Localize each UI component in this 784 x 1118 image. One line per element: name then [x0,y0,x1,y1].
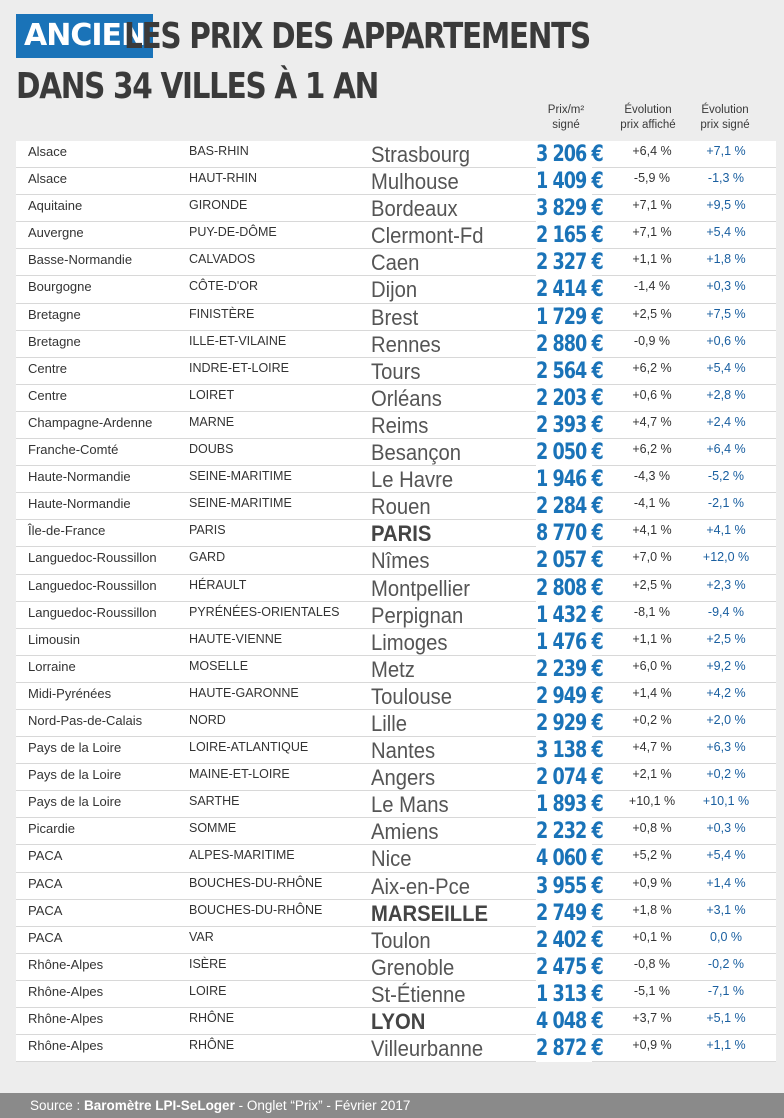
city-cell: Orléans [371,385,442,411]
department-cell: LOIRE [189,983,227,998]
evolution-affiche-cell: +6,4 % [632,144,672,158]
table-row [16,900,776,927]
price-cell: 2 564 € [536,358,603,384]
price-cell: 1 476 € [536,629,603,655]
city-cell: Strasbourg [371,142,471,167]
city-cell: Villeurbanne [371,1036,484,1062]
column-header-evo-signe [680,103,770,133]
price-cell: 1 893 € [536,792,603,818]
region-cell: Rhône-Alpes [28,983,104,999]
region-cell: Midi-Pyrénées [28,685,112,701]
department-cell: SEINE-MARITIME [189,496,292,511]
evolution-signe-cell: +5,1 % [706,1011,746,1025]
evolution-signe-cell: +4,1 % [706,523,746,538]
column-header-evo-affiche-line2: prix affiché [620,119,676,131]
region-cell: Bourgogne [28,279,92,295]
department-cell: GIRONDE [189,198,248,213]
city-cell: PARIS [371,521,432,547]
table-row [16,412,776,439]
table-row [16,683,776,710]
evolution-signe-cell: +2,8 % [706,387,746,402]
evolution-affiche-cell: +0,8 % [632,821,672,836]
department-cell: PUY-DE-DÔME [189,225,277,240]
evolution-affiche-cell: +2,5 % [632,306,672,321]
department-cell: GARD [189,550,226,565]
department-cell: HAUTE-VIENNE [189,631,283,646]
evolution-affiche-cell: +4,1 % [632,523,672,538]
city-cell: Perpignan [371,602,464,628]
department-cell: SEINE-MARITIME [189,469,292,484]
region-cell: Rhône-Alpes [28,1011,104,1026]
evolution-signe-cell: +7,1 % [706,144,746,158]
price-cell: 2 232 € [536,819,603,845]
city-cell: Metz [371,656,415,682]
evolution-affiche-cell: +2,5 % [632,577,672,592]
price-cell: 2 414 € [536,277,603,303]
city-cell: Aix-en-Pce [371,873,470,899]
table-row [16,520,776,547]
region-cell: Haute-Normandie [28,496,131,512]
department-cell: LOIRET [189,387,235,402]
header [16,12,776,112]
department-cell: ISÈRE [189,956,227,971]
department-cell: PYRÉNÉES-ORIENTALES [189,604,340,619]
department-cell: ALPES-MARITIME [189,848,295,863]
price-cell: 2 165 € [536,223,603,249]
price-cell: 1 729 € [536,304,603,330]
table-row [16,575,776,602]
table-row [16,466,776,493]
region-cell: Basse-Normandie [28,252,133,268]
evolution-affiche-cell: -8,1 % [633,604,671,619]
city-cell: Le Havre [371,467,454,493]
city-cell: Montpellier [371,575,471,601]
evolution-signe-cell: +6,4 % [706,442,746,457]
department-cell: ILLE-ET-VILAINE [189,333,287,348]
city-cell: Le Mans [371,792,449,818]
region-cell: Languedoc-Roussillon [28,577,157,593]
evolution-signe-cell: +2,0 % [706,712,746,727]
region-cell: Bretagne [28,333,81,349]
price-cell: 2 393 € [536,412,603,438]
region-cell: Picardie [28,821,75,837]
price-cell: 3 138 € [536,738,603,764]
evolution-affiche-cell: -5,1 % [633,983,671,998]
evolution-signe-cell: +10,1 % [702,794,750,809]
evolution-affiche-cell: +4,7 % [632,740,672,755]
table-row [16,764,776,791]
table-row [16,249,776,276]
evolution-affiche-cell: +1,1 % [632,631,672,646]
table-row [16,1035,776,1062]
table-row [16,168,776,195]
region-cell: PACA [28,902,63,918]
city-cell: Angers [371,765,436,791]
table-row [16,818,776,845]
department-cell: RHÔNE [189,1038,235,1053]
department-cell: HAUT-RHIN [189,171,258,186]
evolution-signe-cell: +3,1 % [706,902,746,917]
region-cell: PACA [28,929,63,945]
evolution-affiche-cell: -0,9 % [633,333,671,348]
evolution-signe-cell: +1,1 % [706,1038,746,1053]
column-header-price-line2: signé [552,119,580,131]
evolution-affiche-cell: +1,1 % [632,252,672,267]
price-cell: 1 313 € [536,981,603,1007]
city-cell: Grenoble [371,954,455,980]
region-cell: Haute-Normandie [28,469,131,485]
evolution-signe-cell: -9,4 % [707,604,745,619]
city-cell: Nîmes [371,548,430,574]
evolution-affiche-cell: +0,2 % [632,712,672,727]
evolution-signe-cell: +5,4 % [706,360,746,375]
city-cell: Lille [371,710,408,736]
region-cell: Rhône-Alpes [28,1038,104,1054]
price-cell: 1 432 € [536,602,603,628]
evolution-signe-cell: -2,1 % [707,496,745,511]
table-row [16,331,776,358]
price-cell: 2 239 € [536,656,603,682]
table-row [16,385,776,412]
evolution-affiche-cell: +1,8 % [632,902,672,917]
price-cell: 1 946 € [536,467,603,493]
evolution-affiche-cell: +7,1 % [632,198,672,213]
evolution-affiche-cell: +5,2 % [632,848,672,863]
evolution-affiche-cell: +7,1 % [632,225,672,240]
price-cell: 8 770 € [536,521,603,547]
region-cell: Bretagne [28,306,81,322]
city-cell: Mulhouse [371,169,459,195]
table-row [16,927,776,954]
table-row [16,547,776,574]
column-header-evo-signe-line2: prix signé [700,119,750,131]
city-cell: Reims [371,412,429,438]
evolution-signe-cell: +0,3 % [706,821,746,836]
price-cell: 2 475 € [536,954,603,980]
source-prefix: Source : [30,1098,85,1113]
price-table [16,141,776,1062]
city-cell: LYON [371,1009,426,1034]
table-row [16,710,776,737]
evolution-signe-cell: +1,4 % [706,875,746,890]
department-cell: INDRE-ET-LOIRE [189,360,290,375]
source-name: Baromètre LPI-SeLoger [84,1098,235,1113]
source-text [30,1093,410,1118]
city-cell: Tours [371,358,421,384]
department-cell: RHÔNE [189,1011,235,1025]
evolution-signe-cell: +0,6 % [706,333,746,348]
region-cell: Centre [28,360,68,376]
price-cell: 3 829 € [536,196,603,222]
evolution-signe-cell: -0,2 % [707,956,745,971]
region-cell: Alsace [28,171,68,187]
city-cell: Toulon [371,927,431,953]
evolution-signe-cell: -7,1 % [707,983,745,998]
evolution-signe-cell: +7,5 % [706,306,746,321]
source-footer [0,1093,784,1118]
department-cell: SOMME [189,821,237,836]
table-row [16,141,776,168]
price-cell: 4 048 € [536,1009,603,1034]
price-cell: 2 327 € [536,250,603,276]
department-cell: NORD [189,712,226,727]
price-cell: 2 949 € [536,683,603,709]
department-cell: HAUTE-GARONNE [189,685,299,700]
region-cell: Franche-Comté [28,442,119,458]
evolution-affiche-cell: -5,9 % [633,171,671,186]
evolution-affiche-cell: +0,1 % [632,929,672,944]
evolution-signe-cell: +12,0 % [702,550,750,565]
price-cell: 3 955 € [536,873,603,899]
department-cell: BOUCHES-DU-RHÔNE [189,875,323,890]
price-cell: 3 206 € [536,142,603,167]
price-cell: 2 284 € [536,494,603,520]
city-cell: Rouen [371,494,431,520]
department-cell: SARTHE [189,794,240,809]
evolution-signe-cell: 0,0 % [710,929,742,944]
page-title-line1: LES PRIX DES APPARTEMENTS [124,16,590,57]
table-row [16,222,776,249]
evolution-signe-cell: +5,4 % [706,848,746,863]
evolution-affiche-cell: -1,4 % [633,279,671,294]
region-cell: Pays de la Loire [28,740,122,756]
city-cell: Caen [371,250,420,276]
table-row [16,276,776,303]
evolution-affiche-cell: +0,9 % [632,1038,672,1053]
price-cell: 2 808 € [536,575,603,601]
city-cell: MARSEILLE [371,900,488,926]
city-cell: Rennes [371,331,441,357]
department-cell: BOUCHES-DU-RHÔNE [189,902,323,917]
city-cell: Limoges [371,629,448,655]
evolution-signe-cell: +2,3 % [706,577,746,592]
department-cell: CÔTE-D'OR [189,279,259,294]
city-cell: Nantes [371,738,436,764]
table-row [16,737,776,764]
price-cell: 2 057 € [536,548,603,574]
region-cell: Auvergne [28,225,84,241]
price-cell: 2 402 € [536,927,603,953]
price-cell: 2 872 € [536,1036,603,1062]
price-cell: 2 880 € [536,331,603,357]
city-cell: St-Étienne [371,981,466,1007]
region-cell: Limousin [28,631,81,647]
column-header-price [521,103,611,133]
evolution-signe-cell: -1,3 % [707,171,745,186]
city-cell: Bordeaux [371,196,458,222]
table-row [16,873,776,900]
evolution-affiche-cell: -4,3 % [633,469,671,484]
source-suffix: - Onglet “Prix” - Février 2017 [234,1098,411,1113]
price-cell: 4 060 € [536,846,603,872]
evolution-affiche-cell: +7,0 % [632,550,672,565]
evolution-affiche-cell: +0,9 % [632,875,672,890]
price-cell: 2 929 € [536,710,603,736]
evolution-affiche-cell: +0,6 % [632,387,672,402]
region-cell: Champagne-Ardenne [28,414,153,430]
city-cell: Toulouse [371,683,453,709]
city-cell: Clermont-Fd [371,223,484,249]
table-row [16,629,776,656]
department-cell: VAR [189,929,214,944]
department-cell: FINISTÈRE [189,306,255,321]
region-cell: Lorraine [28,658,76,674]
department-cell: BAS-RHIN [189,144,249,158]
region-cell: Nord-Pas-de-Calais [28,712,143,728]
region-cell: Pays de la Loire [28,794,122,810]
table-row [16,1008,776,1035]
city-cell: Brest [371,304,419,330]
evolution-affiche-cell: +1,4 % [632,685,672,700]
table-row [16,791,776,818]
price-cell: 2 749 € [536,900,603,926]
evolution-affiche-cell: +3,7 % [632,1011,672,1025]
page-title-line2: DANS 34 VILLES À 1 AN [16,66,379,107]
price-cell: 1 409 € [536,169,603,195]
price-cell: 2 050 € [536,440,603,466]
department-cell: MAINE-ET-LOIRE [189,767,290,782]
price-cell: 2 074 € [536,765,603,791]
table-row [16,439,776,466]
evolution-signe-cell: +2,4 % [706,414,746,429]
evolution-affiche-cell: -4,1 % [633,496,671,511]
table-row [16,981,776,1008]
evolution-signe-cell: +0,3 % [706,279,746,294]
region-cell: Languedoc-Roussillon [28,604,157,620]
region-cell: Île-de-France [28,523,106,539]
evolution-signe-cell: +5,4 % [706,225,746,240]
evolution-signe-cell: +9,2 % [706,658,746,673]
region-cell: Centre [28,387,68,403]
table-row [16,304,776,331]
evolution-affiche-cell: +6,0 % [632,658,672,673]
table-row [16,493,776,520]
city-cell: Dijon [371,277,418,303]
department-cell: DOUBS [189,442,234,457]
column-header-evo-affiche-line1: Évolution [624,104,672,116]
evolution-affiche-cell: +2,1 % [632,767,672,782]
evolution-affiche-cell: +6,2 % [632,360,672,375]
column-header-price-line1: Prix/m² [547,104,585,116]
evolution-signe-cell: +2,5 % [706,631,746,646]
department-cell: CALVADOS [189,252,256,267]
region-cell: Rhône-Alpes [28,956,104,972]
department-cell: PARIS [189,523,226,538]
city-cell: Nice [371,846,412,872]
table-row [16,602,776,629]
evolution-signe-cell: +0,2 % [706,767,746,782]
column-header-evo-signe-line1: Évolution [701,104,749,116]
evolution-signe-cell: -5,2 % [707,469,745,484]
department-cell: MOSELLE [189,658,249,673]
department-cell: LOIRE-ATLANTIQUE [189,740,309,755]
city-cell: Amiens [371,819,439,845]
region-cell: Aquitaine [28,198,83,214]
table-row [16,195,776,222]
city-cell: Besançon [371,440,462,466]
region-cell: PACA [28,848,63,864]
evolution-signe-cell: +4,2 % [706,685,746,700]
region-cell: Languedoc-Roussillon [28,550,157,566]
evolution-affiche-cell: +4,7 % [632,414,672,429]
evolution-signe-cell: +1,8 % [706,252,746,267]
table-row [16,954,776,981]
evolution-affiche-cell: +10,1 % [628,794,676,809]
price-cell: 2 203 € [536,385,603,411]
region-cell: Pays de la Loire [28,767,122,783]
region-cell: Alsace [28,144,68,159]
evolution-affiche-cell: +6,2 % [632,442,672,457]
table-row [16,358,776,385]
table-row [16,845,776,872]
region-cell: PACA [28,875,63,891]
department-cell: HÉRAULT [189,577,247,592]
evolution-signe-cell: +6,3 % [706,740,746,755]
evolution-signe-cell: +9,5 % [706,198,746,213]
department-cell: MARNE [189,414,235,429]
evolution-affiche-cell: -0,8 % [633,956,671,971]
table-row [16,656,776,683]
ancien-badge: ANCIEN [16,14,153,58]
